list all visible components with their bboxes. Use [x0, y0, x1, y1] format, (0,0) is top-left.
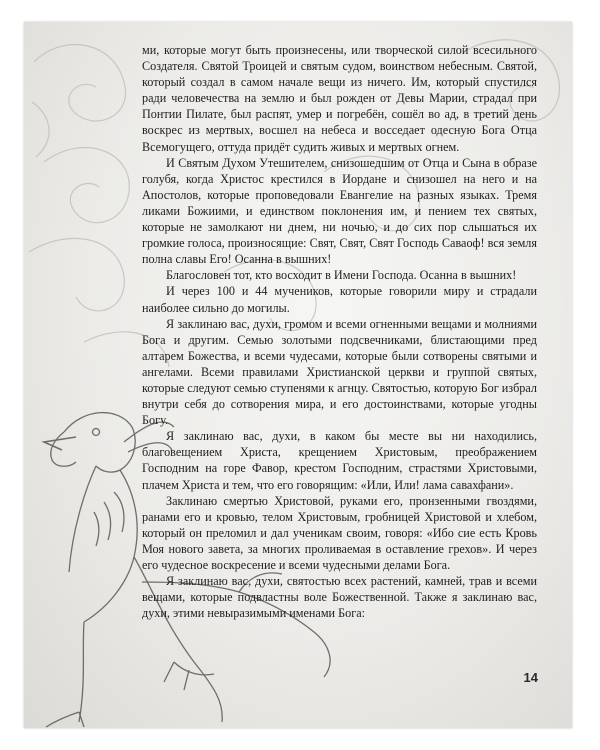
paragraph: ми, которые могут быть произнесены, или творческой силой всесильного Создателя. Святой Троицей и святым судом, воинством небесным. Святой, который создал в самом начале вещи из ничего. Им, который спустился ради человечества на землю и был рожден от Девы Марии, страдал при Понтии Пилате, был распят, умер и погребён, сошёл во ад, в третий день воскрес из мертвых, восшел на небеса и восседает одесную Бога Отца Всемогущего, оттуда придёт судить живых и мертвых огнем.: [142, 43, 537, 154]
page-text: [142, 42, 537, 621]
paragraph: Благословен тот, кто восходит в Имени Господа. Осанна в вышних!: [166, 268, 517, 283]
paragraph: Я заклинаю вас, духи, громом и всеми огненными вещами и молниями Бога и другим. Семью золотыми подсвечниками, блистающими пред алтарем Божества, и всеми чудесами, которые были сотворены святыми и ангелами. Всеми правилами Христианской церкви и группой святых, которые следуют семью ступенями к агнцу. Святостью, которую Бог избрал внутри себя до сотворения мира, и его достоинствами, которые угодны Богу.: [142, 316, 537, 428]
paragraph: Я заклинаю вас, духи, святостью всех растений, камней, трав и всеми вещами, которые подвластны воле Божественной. Также я заклинаю вас, духи, этими невыразимыми именами Бога:: [142, 574, 537, 621]
paragraph: Заклинаю смертью Христовой, руками его, пронзенными гвоздями, ранами его и кровью, телом Христовым, гробницей Христовой и хлебом, который он преломил и дал ученикам своим, говоря: «Ибо сие есть Кровь Моя нового завета, за многих проливаемая в оставление грехов». И через его чудесное воскресение и всеми чудесными делами Бога.: [142, 493, 537, 572]
book-page: [24, 22, 572, 728]
paragraph: Я заклинаю вас, духи, в каком бы месте вы ни находились, благовещением Христа, крещением Христовым, преображением Господним на горе Фавор, крестом Господним, страстями Христовыми, плачем Христа и тем, что его говорящим: «Или, Или! лама савахфани».: [142, 429, 537, 492]
paragraph: И через 100 и 44 мучеников, которые говорили миру и страдали наиболее сильно до могилы.: [142, 284, 537, 315]
paragraph: И Святым Духом Утешителем, снизошедшим от Отца и Сына в образе голубя, когда Христос крестился в Иордане и снизошел на него и на Апостолов, которые проповедовали Евангелие на разных языках. Тремя ликами Божиими, и единством поклонения им, и пением тех святых, которые не замолкают ни днем, ни ночью, и до сих пор слышаться их громкие голоса, произносящие: Свят, Свят, Свят Господь Саваоф! вся земля полна славы Его! Осанна в вышних!: [142, 155, 537, 267]
page-number: 14: [523, 670, 538, 685]
